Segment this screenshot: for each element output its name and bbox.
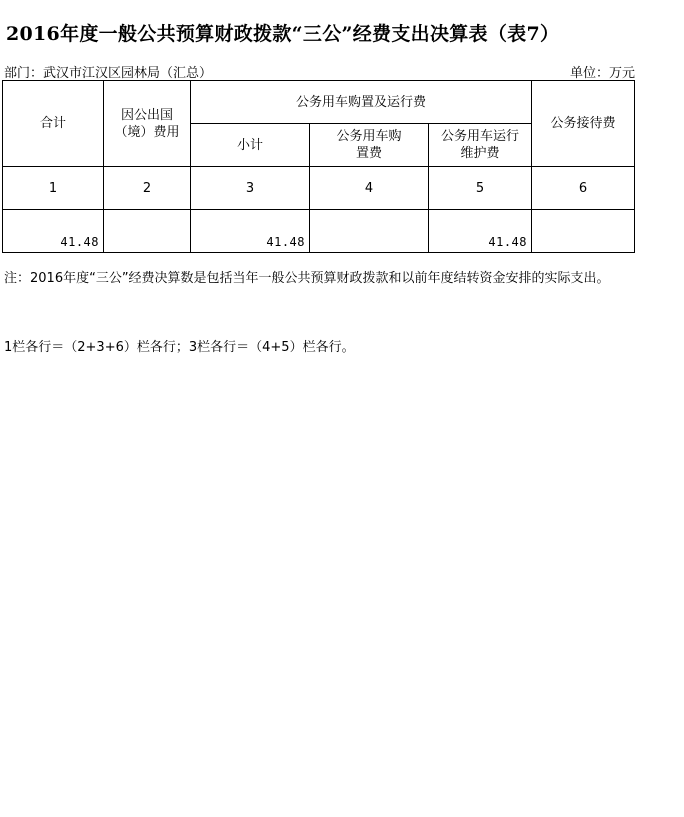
column-number-row (3, 167, 635, 210)
formula-note: 1栏各行＝（2+3+6）栏各行；3栏各行＝（4+5）栏各行。 (4, 340, 355, 355)
header-vehicle-group: 公务用车购置及运行费 (191, 81, 532, 124)
column-number-6: 6 (532, 167, 635, 210)
value-vehicle-subtotal: 41.48 (191, 210, 310, 253)
column-number-3: 3 (191, 167, 310, 210)
value-overseas (104, 210, 191, 253)
header-overseas: 因公出国（境）费用 (104, 81, 191, 167)
value-vehicle-purchase (310, 210, 429, 253)
column-number-5: 5 (429, 167, 532, 210)
header-vehicle-subtotal: 小计 (191, 124, 310, 167)
column-number-4: 4 (310, 167, 429, 210)
budget-table (2, 80, 635, 253)
header-vehicle-purchase: 公务用车购置费 (310, 124, 429, 167)
header-reception: 公务接待费 (532, 81, 635, 167)
page-title: 2016年度一般公共预算财政拨款“三公”经费支出决算表（表7） (6, 23, 560, 45)
header-vehicle-operation: 公务用车运行维护费 (429, 124, 532, 167)
table-note: 注：2016年度“三公”经费决算数是包括当年一般公共预算财政拨款和以前年度结转资金安排的实际支出。 (4, 271, 610, 286)
department-label: 部门：武汉市江汉区园林局（汇总） (4, 66, 213, 81)
header-row-1 (3, 81, 635, 124)
value-total: 41.48 (3, 210, 104, 253)
value-reception (532, 210, 635, 253)
column-number-2: 2 (104, 167, 191, 210)
column-number-1: 1 (3, 167, 104, 210)
data-row (3, 210, 635, 253)
header-total: 合计 (3, 81, 104, 167)
meta-row (4, 62, 635, 80)
unit-label: 单位：万元 (569, 66, 635, 81)
value-vehicle-operation: 41.48 (429, 210, 532, 253)
